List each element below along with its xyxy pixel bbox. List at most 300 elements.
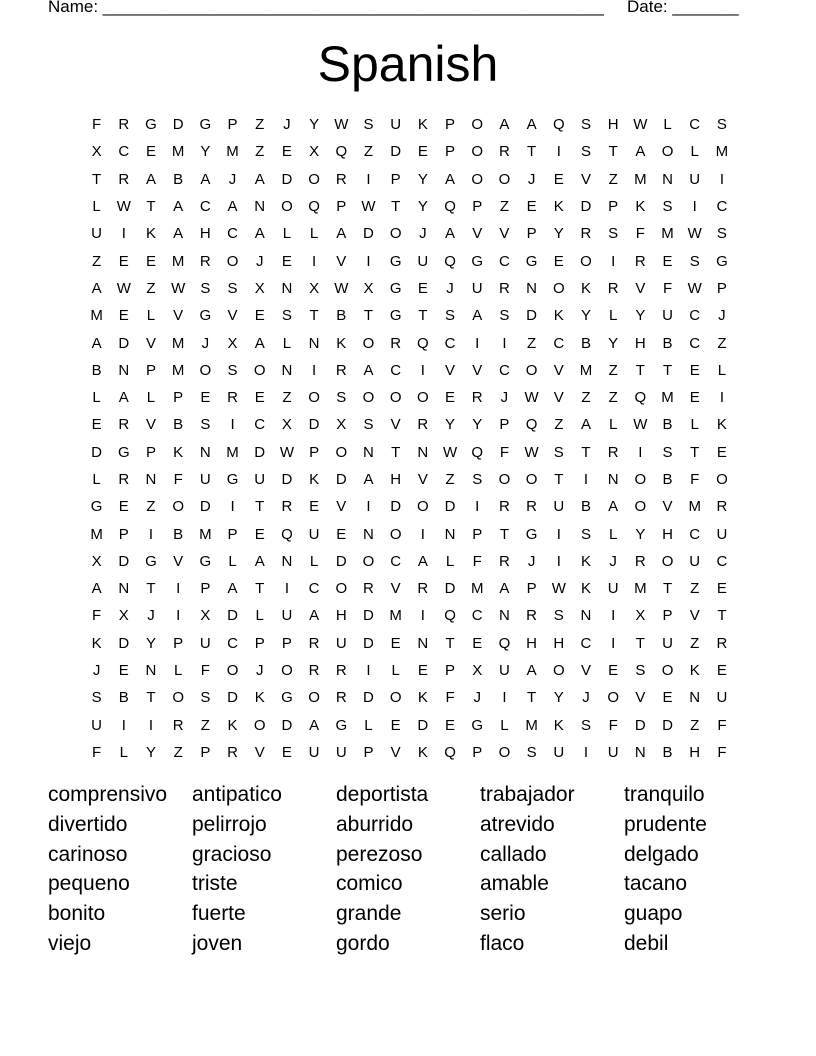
grid-letter: O: [172, 498, 184, 516]
grid-letter: O: [498, 743, 511, 761]
grid-row: [83, 548, 736, 575]
grid-letter: M: [226, 443, 239, 461]
grid-letter: H: [607, 116, 619, 134]
grid-letter: I: [475, 498, 480, 516]
grid-letter: T: [309, 307, 319, 325]
grid-letter: I: [556, 552, 561, 570]
grid-letter: U: [91, 716, 103, 734]
grid-letter: R: [498, 143, 510, 161]
grid-letter: O: [362, 552, 375, 570]
grid-letter: W: [171, 279, 186, 297]
grid-letter: V: [336, 498, 347, 516]
grid-letter: D: [281, 471, 293, 488]
grid-letter: N: [145, 662, 157, 680]
grid-letter: T: [635, 361, 645, 379]
grid-letter: E: [309, 498, 320, 516]
grid-letter: C: [689, 116, 701, 134]
grid-letter: S: [445, 307, 456, 325]
grid-letter: Z: [255, 116, 265, 134]
grid-letter: S: [580, 716, 591, 734]
grid-letter: R: [172, 716, 184, 734]
grid-letter: U: [498, 662, 510, 680]
grid-letter: E: [445, 389, 456, 407]
grid-letter: R: [526, 498, 538, 516]
grid-letter: K: [417, 689, 428, 707]
grid-letter: T: [581, 443, 591, 461]
grid-letter: R: [634, 252, 646, 270]
grid-letter: L: [690, 416, 699, 434]
grid-letter: P: [662, 607, 673, 625]
grid-letter: M: [661, 389, 674, 407]
grid-letter: E: [145, 252, 156, 270]
grid-letter: S: [363, 116, 374, 134]
grid-letter: D: [390, 143, 402, 161]
grid-letter: J: [228, 170, 237, 188]
grid-letter: N: [634, 743, 646, 761]
grid-letter: S: [716, 116, 727, 134]
grid-letter: A: [608, 498, 619, 516]
word-list-item: tacano: [624, 872, 688, 896]
grid-letter: U: [308, 743, 320, 761]
grid-letter: L: [364, 716, 373, 734]
grid-letter: E: [254, 525, 265, 543]
grid-letter: A: [254, 225, 265, 243]
grid-letter: D: [444, 498, 456, 516]
grid-letter: I: [556, 525, 561, 543]
grid-letter: R: [118, 116, 130, 134]
grid-letter: T: [146, 580, 156, 598]
grid-letter: S: [580, 143, 591, 161]
word-list-item: amable: [480, 872, 549, 896]
grid-letter: V: [173, 307, 184, 325]
grid-letter: C: [689, 307, 701, 325]
grid-letter: N: [254, 198, 266, 216]
grid-letter: W: [116, 198, 131, 216]
grid-letter: Q: [498, 634, 511, 652]
grid-letter: A: [417, 552, 428, 570]
grid-letter: D: [444, 580, 456, 598]
grid-letter: O: [552, 662, 565, 680]
grid-letter: I: [502, 334, 507, 352]
grid-letter: U: [390, 116, 402, 134]
grid-letter: A: [254, 552, 265, 570]
grid-row: [83, 439, 736, 466]
grid-letter: E: [281, 143, 292, 161]
word-list-item: perezoso: [336, 842, 423, 866]
grid-letter: L: [445, 552, 455, 570]
grid-letter: W: [524, 443, 539, 461]
grid-letter: N: [607, 471, 619, 488]
grid-letter: Z: [717, 334, 727, 352]
grid-letter: K: [309, 471, 320, 488]
grid-letter: X: [363, 279, 374, 297]
grid-letter: B: [662, 743, 673, 761]
grid-letter: R: [471, 389, 483, 407]
grid-letter: E: [689, 389, 700, 407]
grid-letter: K: [580, 580, 591, 598]
word-list-item: grande: [336, 902, 402, 926]
word-list-item: prudente: [624, 812, 707, 836]
grid-letter: M: [634, 170, 647, 188]
grid-letter: A: [499, 580, 510, 598]
grid-letter: I: [638, 443, 643, 461]
grid-letter: I: [475, 334, 480, 352]
grid-letter: H: [689, 743, 701, 761]
grid-letter: M: [715, 143, 729, 161]
grid-letter: S: [200, 689, 211, 707]
grid-letter: L: [608, 416, 618, 434]
grid-letter: M: [389, 607, 402, 625]
grid-letter: L: [92, 471, 101, 488]
grid-letter: Y: [445, 416, 456, 434]
grid-letter: S: [227, 279, 238, 297]
grid-letter: D: [172, 116, 184, 134]
grid-letter: X: [254, 279, 265, 297]
grid-letter: F: [92, 607, 102, 625]
grid-letter: N: [417, 443, 429, 461]
grid-letter: X: [309, 143, 320, 161]
grid-letter: M: [171, 361, 185, 379]
grid-letter: R: [580, 225, 592, 243]
grid-letter: P: [118, 525, 129, 543]
grid-letter: P: [445, 143, 456, 161]
grid-letter: I: [366, 170, 371, 188]
grid-letter: V: [499, 225, 510, 243]
grid-letter: R: [716, 634, 728, 652]
grid-letter: X: [336, 416, 347, 434]
grid-letter: A: [227, 198, 238, 216]
grid-letter: T: [527, 689, 537, 707]
grid-letter: U: [335, 743, 347, 761]
grid-letter: G: [199, 116, 212, 134]
grid-letter: P: [445, 116, 456, 134]
grid-letter: P: [145, 443, 156, 461]
grid-letter: S: [281, 307, 292, 325]
grid-letter: S: [200, 279, 211, 297]
grid-letter: R: [363, 580, 374, 598]
grid-letter: V: [635, 279, 646, 297]
grid-letter: W: [279, 443, 294, 461]
grid-letter: D: [363, 634, 374, 652]
grid-letter: V: [445, 361, 456, 379]
grid-letter: G: [199, 552, 212, 570]
grid-letter: A: [309, 607, 320, 625]
grid-letter: B: [580, 498, 591, 516]
word-list-item: deportista: [336, 783, 429, 806]
grid-letter: I: [121, 225, 126, 243]
grid-letter: U: [662, 634, 673, 652]
grid-letter: K: [145, 225, 156, 243]
grid-letter: S: [91, 689, 102, 707]
grid-letter: O: [417, 498, 429, 516]
grid-letter: N: [363, 443, 374, 461]
grid-letter: L: [391, 662, 400, 680]
grid-letter: R: [335, 689, 347, 707]
grid-letter: A: [526, 662, 537, 680]
grid-row: [83, 384, 736, 411]
grid-letter: Z: [527, 334, 537, 352]
grid-letter: O: [308, 170, 320, 188]
grid-letter: H: [553, 634, 565, 652]
grid-letter: R: [498, 498, 510, 516]
name-field-label: Name: _____________________________________________________: [48, 0, 604, 16]
grid-letter: U: [91, 225, 103, 243]
grid-letter: A: [254, 170, 265, 188]
grid-letter: Z: [690, 580, 700, 598]
grid-letter: K: [580, 552, 591, 570]
grid-letter: E: [281, 252, 292, 270]
grid-letter: L: [146, 389, 156, 407]
grid-letter: K: [227, 716, 238, 734]
grid-letter: A: [227, 580, 238, 598]
grid-letter: P: [227, 525, 238, 543]
grid-letter: Q: [444, 198, 456, 216]
grid-letter: J: [527, 170, 536, 188]
grid-letter: X: [118, 607, 129, 625]
grid-letter: A: [200, 170, 211, 188]
grid-letter: E: [662, 252, 673, 270]
grid-letter: Q: [281, 525, 293, 543]
grid-letter: P: [200, 743, 211, 761]
grid-letter: Y: [553, 225, 564, 243]
grid-letter: I: [556, 143, 561, 161]
grid-letter: Y: [417, 198, 428, 216]
grid-letter: O: [661, 552, 674, 570]
grid-letter: C: [390, 552, 402, 570]
grid-letter: R: [199, 252, 211, 270]
grid-letter: O: [471, 116, 484, 134]
word-list-item: comprensivo: [48, 783, 168, 806]
grid-letter: F: [173, 471, 183, 488]
grid-letter: W: [524, 389, 539, 407]
grid-letter: H: [526, 634, 538, 652]
grid-letter: T: [662, 361, 673, 379]
grid-letter: S: [227, 361, 238, 379]
grid-letter: R: [335, 170, 347, 188]
grid-letter: E: [662, 689, 673, 707]
grid-letter: U: [471, 279, 483, 297]
grid-letter: E: [716, 580, 727, 598]
grid-letter: I: [312, 361, 317, 379]
grid-letter: Z: [282, 389, 292, 407]
grid-letter: M: [661, 225, 674, 243]
grid-letter: M: [470, 580, 484, 598]
grid-letter: W: [633, 116, 648, 134]
grid-letter: O: [498, 471, 511, 488]
grid-letter: V: [580, 662, 591, 680]
page-title: Spanish: [317, 36, 499, 92]
grid-letter: V: [689, 607, 700, 625]
grid-letter: G: [389, 252, 402, 270]
grid-letter: R: [335, 662, 347, 680]
grid-letter: C: [716, 552, 728, 570]
word-list-item: gracioso: [192, 842, 272, 866]
grid-letter: Z: [445, 471, 455, 488]
grid-letter: E: [254, 389, 265, 407]
grid-letter: C: [254, 416, 266, 434]
grid-letter: I: [420, 525, 425, 543]
grid-letter: L: [282, 225, 292, 243]
grid-letter: R: [607, 279, 619, 297]
grid-letter: C: [444, 334, 456, 352]
word-list-item: viejo: [48, 931, 92, 955]
grid-letter: L: [309, 552, 319, 570]
grid-letter: P: [445, 662, 456, 680]
grid-letter: E: [553, 170, 564, 188]
grid-letter: Q: [552, 116, 565, 134]
grid-row: [83, 712, 736, 739]
grid-letter: P: [499, 416, 510, 434]
word-list-item: flaco: [480, 931, 525, 955]
grid-letter: Q: [335, 143, 348, 161]
grid-letter: O: [389, 389, 402, 407]
grid-letter: G: [90, 498, 103, 516]
grid-letter: L: [92, 389, 101, 407]
grid-letter: G: [226, 471, 239, 488]
grid-letter: F: [662, 279, 673, 297]
grid-letter: T: [635, 634, 645, 652]
grid-letter: S: [662, 443, 673, 461]
grid-letter: B: [91, 361, 102, 379]
grid-letter: T: [499, 525, 509, 543]
grid-letter: D: [254, 443, 266, 461]
grid-letter: E: [254, 307, 265, 325]
grid-letter: G: [389, 307, 402, 325]
grid-letter: C: [390, 361, 402, 379]
grid-letter: S: [580, 525, 591, 543]
grid-letter: A: [526, 116, 537, 134]
grid-letter: I: [230, 416, 235, 434]
grid-letter: C: [308, 580, 320, 598]
grid-letter: Y: [472, 416, 483, 434]
grid-letter: F: [690, 471, 700, 488]
grid-letter: N: [417, 634, 429, 652]
grid-letter: L: [119, 743, 128, 761]
grid-letter: K: [553, 307, 564, 325]
grid-letter: R: [526, 607, 538, 625]
grid-letter: T: [445, 634, 455, 652]
grid-letter: T: [662, 580, 673, 598]
grid-letter: E: [118, 662, 129, 680]
grid-letter: D: [118, 334, 130, 352]
grid-letter: Z: [608, 170, 618, 188]
grid-letter: P: [608, 198, 619, 216]
grid-row: [83, 275, 736, 302]
grid-letter: P: [281, 634, 292, 652]
grid-letter: Z: [690, 716, 700, 734]
grid-row: [83, 466, 736, 493]
grid-letter: B: [118, 689, 129, 707]
grid-letter: F: [92, 116, 102, 134]
grid-letter: D: [363, 225, 374, 243]
grid-letter: Q: [471, 443, 484, 461]
grid-letter: V: [635, 689, 646, 707]
grid-letter: P: [173, 389, 184, 407]
grid-letter: S: [526, 743, 537, 761]
grid-letter: F: [635, 225, 645, 243]
word-list: [48, 780, 768, 959]
grid-letter: A: [445, 170, 456, 188]
grid-letter: Z: [92, 252, 102, 270]
grid-letter: O: [498, 170, 511, 188]
grid-letter: O: [335, 580, 348, 598]
grid-letter: I: [611, 607, 616, 625]
grid-letter: T: [363, 307, 374, 325]
grid-letter: D: [281, 170, 293, 188]
grid-letter: I: [121, 716, 126, 734]
grid-letter: P: [472, 198, 483, 216]
grid-letter: U: [335, 634, 347, 652]
grid-letter: I: [719, 170, 724, 188]
grid-row: [83, 602, 736, 629]
grid-letter: O: [226, 252, 239, 270]
grid-letter: I: [611, 634, 616, 652]
grid-letter: Z: [173, 743, 183, 761]
word-list-item: serio: [480, 902, 526, 926]
grid-letter: K: [553, 198, 564, 216]
grid-letter: I: [692, 198, 697, 216]
grid-letter: H: [662, 525, 673, 543]
grid-letter: D: [634, 716, 646, 734]
grid-letter: M: [525, 716, 538, 734]
grid-letter: A: [499, 116, 510, 134]
grid-letter: P: [526, 225, 537, 243]
grid-letter: T: [391, 198, 401, 216]
grid-letter: E: [716, 662, 727, 680]
word-list-item: fuerte: [192, 902, 246, 926]
grid-letter: K: [716, 416, 727, 434]
word-list-item: joven: [192, 931, 243, 955]
grid-letter: O: [661, 143, 674, 161]
grid-letter: J: [446, 279, 454, 297]
grid-letter: L: [228, 552, 237, 570]
grid-letter: U: [199, 471, 211, 488]
grid-letter: J: [473, 689, 481, 707]
grid-letter: I: [719, 389, 724, 407]
grid-letter: G: [281, 689, 293, 707]
grid-row: [83, 684, 736, 711]
grid-letter: F: [445, 689, 455, 707]
grid-row: [83, 193, 736, 220]
grid-letter: P: [336, 198, 347, 216]
grid-letter: R: [308, 634, 320, 652]
grid-letter: O: [525, 361, 538, 379]
grid-letter: J: [718, 307, 726, 325]
grid-letter: C: [227, 634, 238, 652]
grid-letter: L: [92, 198, 101, 216]
grid-letter: E: [336, 525, 347, 543]
grid-letter: G: [716, 252, 728, 270]
word-list-item: divertido: [48, 812, 128, 836]
word-list-item: debil: [624, 931, 669, 955]
grid-letter: D: [227, 689, 238, 707]
grid-letter: L: [500, 716, 509, 734]
grid-letter: M: [634, 580, 647, 598]
grid-letter: F: [499, 443, 509, 461]
grid-letter: Y: [200, 143, 211, 161]
grid-letter: S: [553, 607, 564, 625]
grid-letter: R: [498, 552, 510, 570]
grid-letter: K: [689, 662, 700, 680]
grid-row: [83, 247, 736, 274]
grid-letter: E: [689, 361, 700, 379]
word-list-item: callado: [480, 842, 547, 866]
grid-letter: X: [635, 607, 646, 625]
grid-letter: U: [281, 607, 293, 625]
grid-letter: N: [498, 607, 510, 625]
grid-letter: S: [689, 252, 700, 270]
grid-letter: V: [417, 471, 428, 488]
